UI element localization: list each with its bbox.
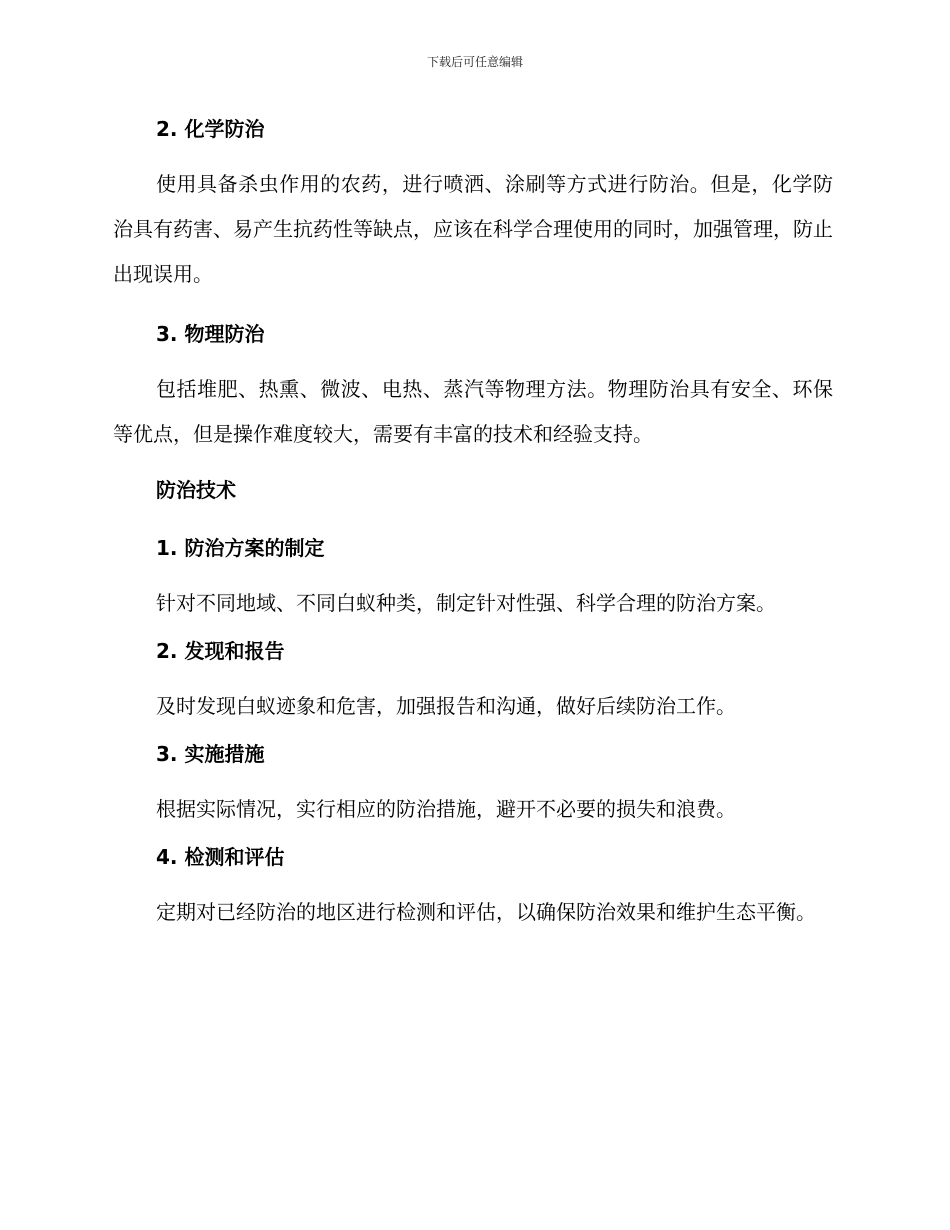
document-body (113, 108, 833, 935)
section-heading-physical-control: 3. 物理防治 (156, 322, 265, 346)
section-heading-control-techniques: 防治技术 (156, 478, 236, 502)
paragraph-detection-evaluation: 定期对已经防治的地区进行检测和评估，以确保防治效果和维护生态平衡。 (156, 900, 816, 924)
section-heading-chemical-control: 2. 化学防治 (156, 117, 265, 141)
subheading-discovery-report: 2. 发现和报告 (156, 639, 285, 663)
paragraph-discovery-report: 及时发现白蚁迹象和危害，加强报告和沟通，做好后续防治工作。 (156, 694, 736, 718)
paragraph-control-plan: 针对不同地域、不同白蚁种类，制定针对性强、科学合理的防治方案。 (156, 591, 776, 615)
paragraph-chemical-control: 使用具备杀虫作用的农药，进行喷洒、涂刷等方式进行防治。但是，化学防治具有药害、易产生抗药性等缺点，应该在科学合理使用的同时，加强管理，防止出现误用。 (113, 172, 833, 286)
page-header-note: 下载后可任意编辑 (426, 55, 523, 69)
paragraph-physical-control: 包括堆肥、热熏、微波、电热、蒸汽等物理方法。物理防治具有安全、环保等优点，但是操作难度较大，需要有丰富的技术和经验支持。 (113, 377, 833, 446)
subheading-implementation: 3. 实施措施 (156, 742, 265, 766)
subheading-detection-evaluation: 4. 检测和评估 (156, 845, 285, 869)
subheading-control-plan: 1. 防治方案的制定 (156, 536, 325, 560)
paragraph-implementation: 根据实际情况，实行相应的防治措施，避开不必要的损失和浪费。 (156, 797, 736, 821)
